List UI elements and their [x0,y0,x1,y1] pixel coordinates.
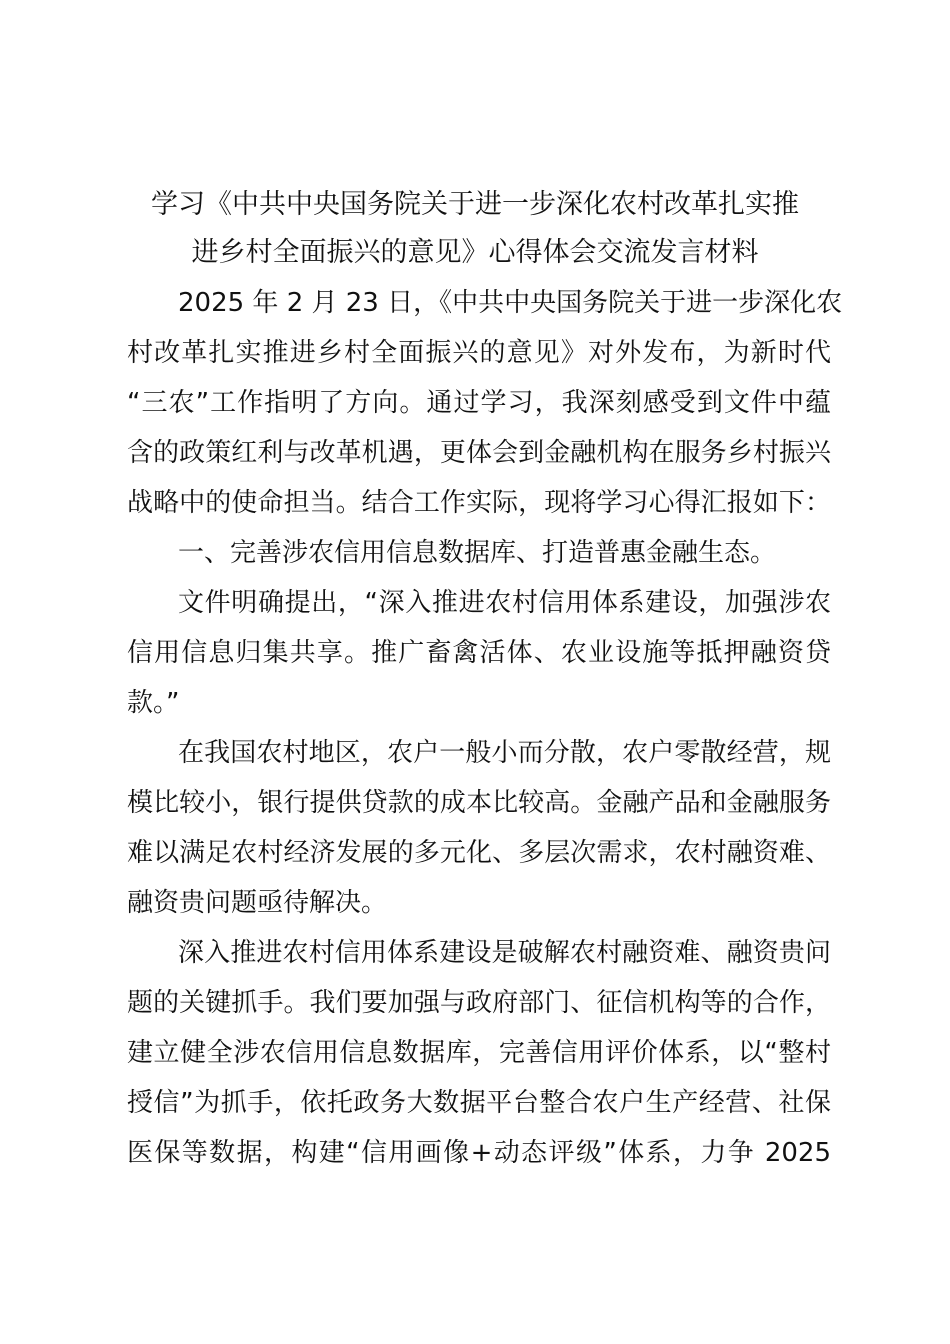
paragraph-line: 村改革扎实推进乡村全面振兴的意见》对外发布，为新时代 [127,338,831,368]
paragraph-line: 授信”为抓手，依托政务大数据平台整合农户生产经营、社保 [127,1088,831,1118]
paragraph-line: 含的政策红利与改革机遇，更体会到金融机构在服务乡村振兴 [127,438,831,468]
paragraph-line: 深入推进农村信用体系建设是破解农村融资难、融资贵问 [178,938,831,968]
paragraph-line: “三农”工作指明了方向。通过学习，我深刻感受到文件中蕴 [127,388,831,418]
document-title-line-1: 学习《中共中央国务院关于进一步深化农村改革扎实推 [151,189,799,220]
document-title-line-2: 进乡村全面振兴的意见》心得体会交流发言材料 [191,237,759,268]
paragraph-line: 模比较小，银行提供贷款的成本比较高。金融产品和金融服务 [127,788,831,818]
paragraph-line: 文件明确提出，“深入推进农村信用体系建设，加强涉农 [178,588,831,618]
paragraph-line: 难以满足农村经济发展的多元化、多层次需求，农村融资难、 [127,838,831,868]
paragraph-line: 款。” [127,688,180,718]
paragraph-line: 医保等数据，构建“信用画像+动态评级”体系，力争 2025 [127,1138,831,1168]
paragraph-line: 建立健全涉农信用信息数据库，完善信用评价体系，以“整村 [127,1038,831,1068]
paragraph-line: 题的关键抓手。我们要加强与政府部门、征信机构等的合作， [127,988,831,1018]
section-heading: 一、完善涉农信用信息数据库、打造普惠金融生态。 [178,538,777,568]
paragraph-line: 战略中的使命担当。结合工作实际，现将学习心得汇报如下： [127,488,831,518]
paragraph-line: 融资贵问题亟待解决。 [127,888,388,918]
paragraph-line: 2025 年 2 月 23 日，《中共中央国务院关于进一步深化农 [178,288,843,318]
paragraph-line: 在我国农村地区，农户一般小而分散，农户零散经营，规 [178,738,831,768]
paragraph-line: 信用信息归集共享。推广畜禽活体、农业设施等抵押融资贷 [127,638,831,668]
